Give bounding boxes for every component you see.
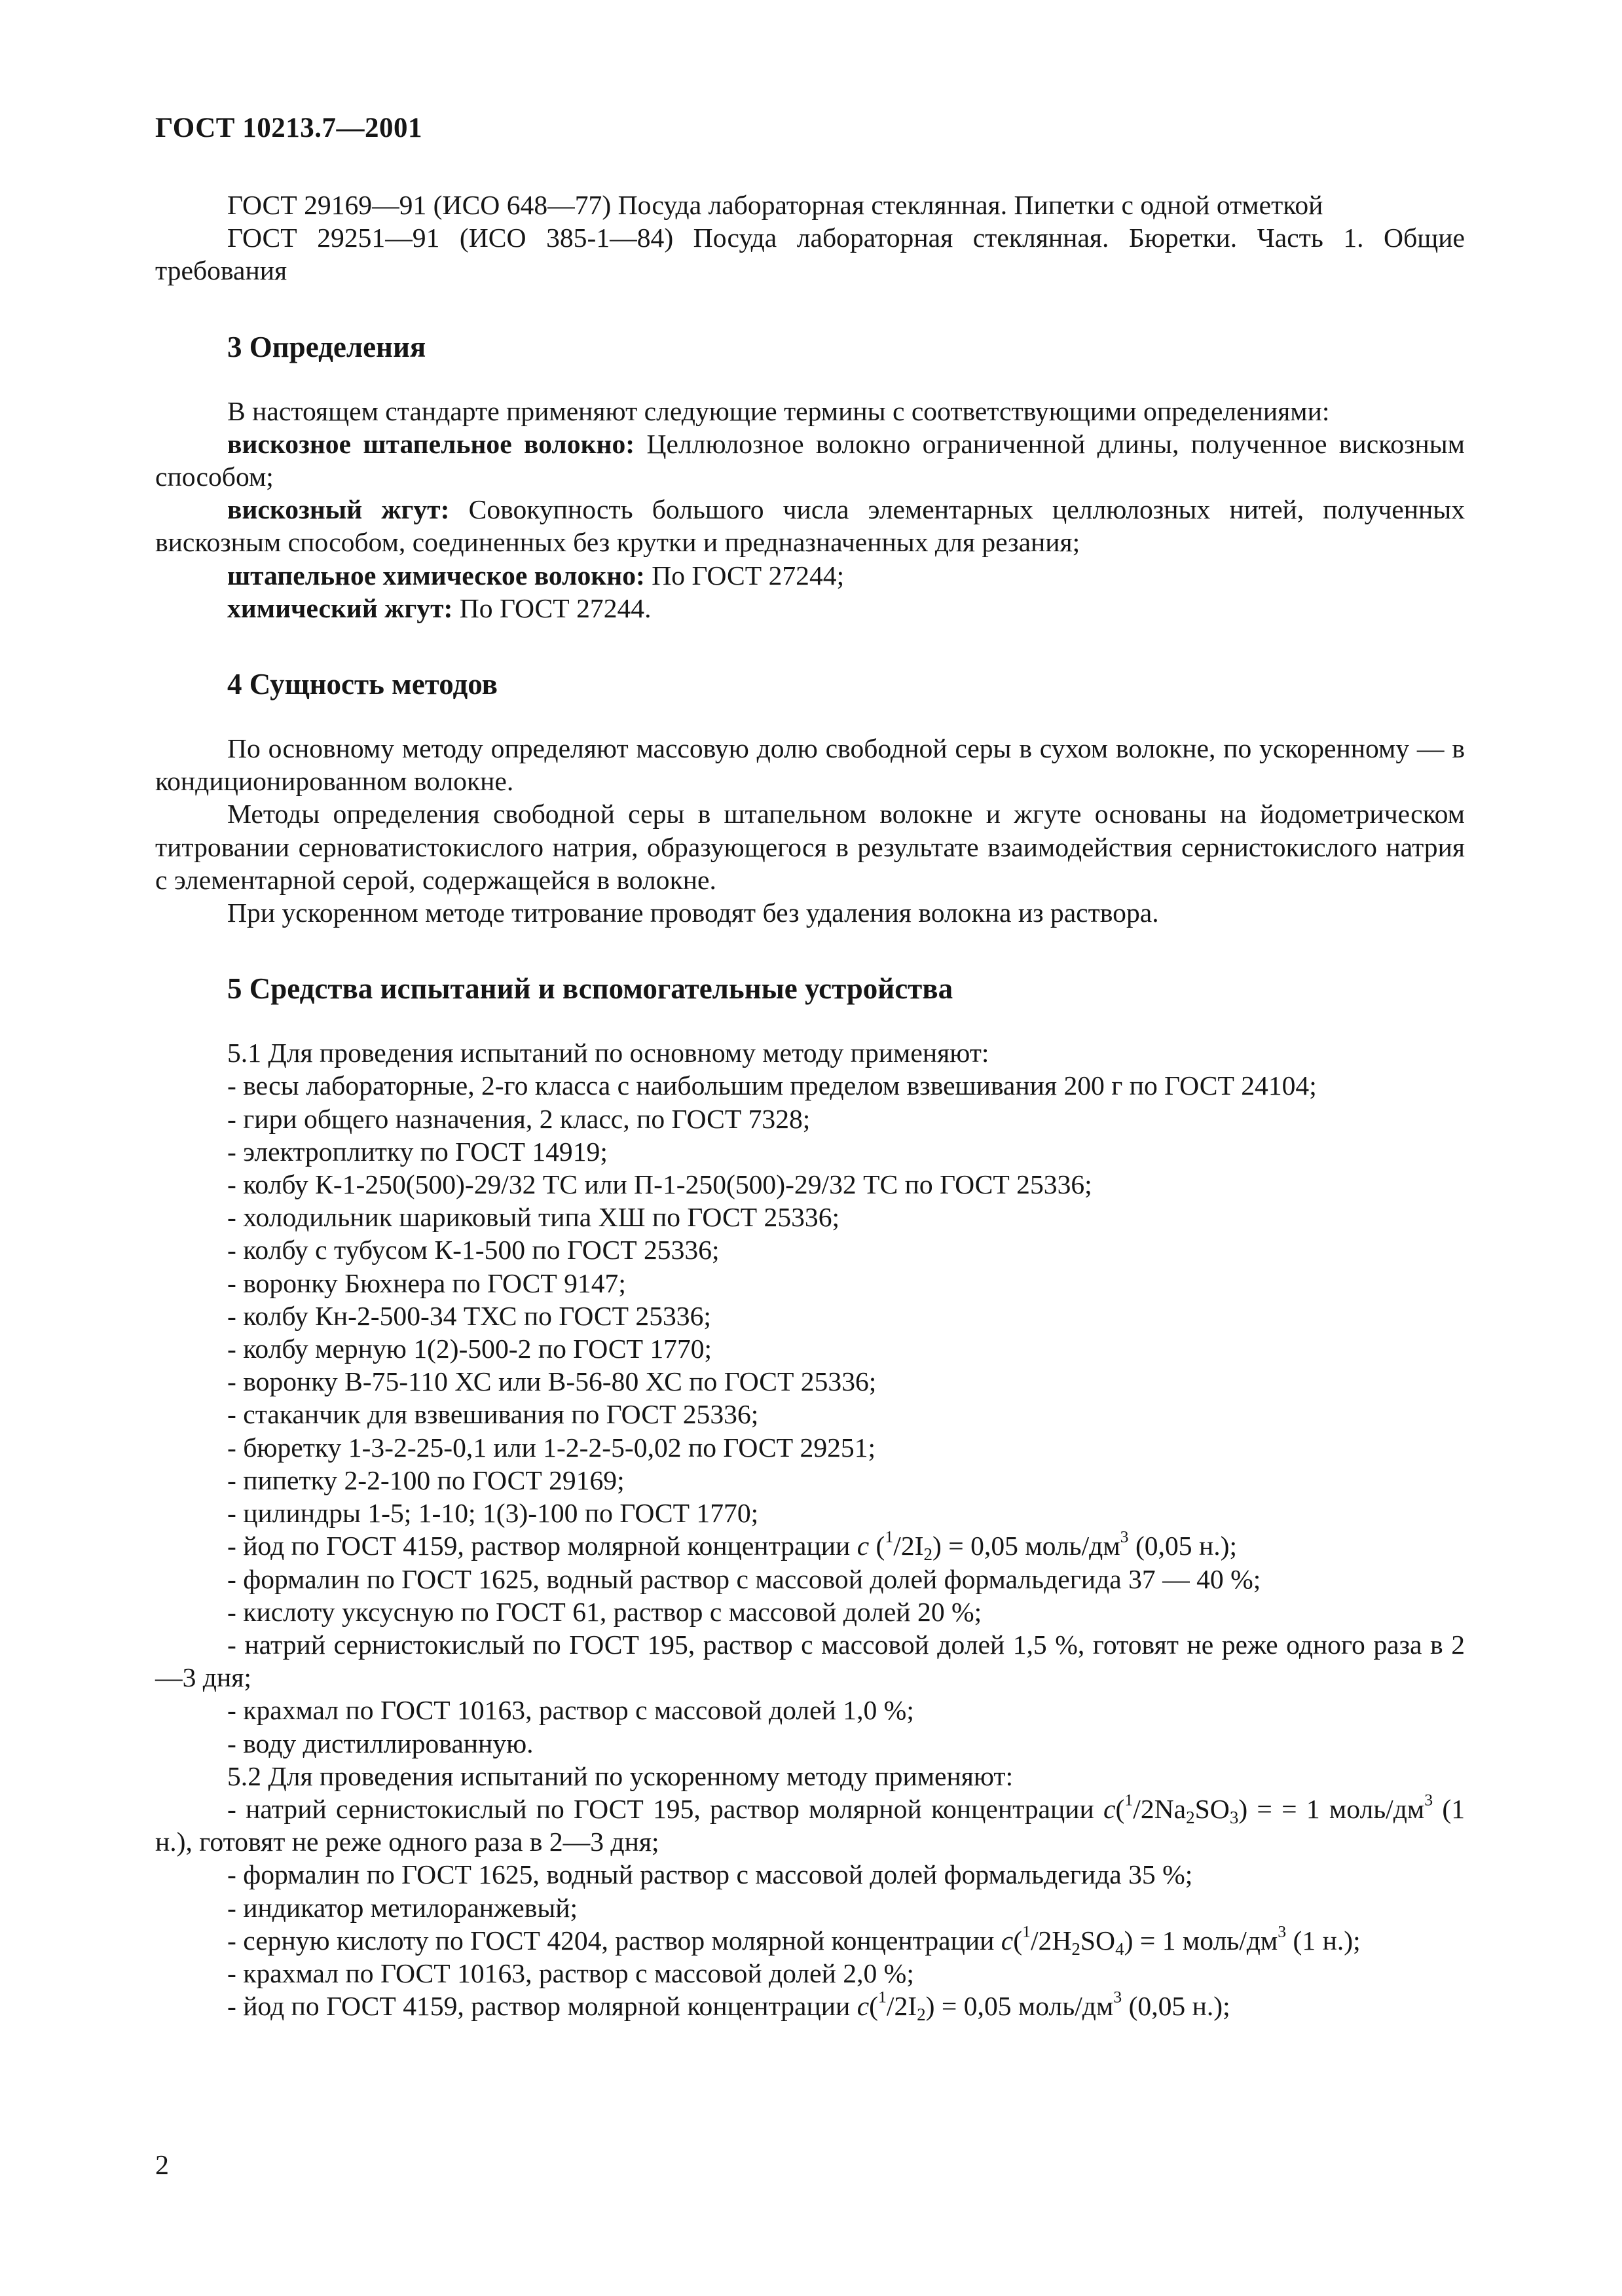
definition-term: химический жгут: — [227, 592, 453, 623]
definition-term: вискозное штапельное волокно: — [227, 428, 635, 459]
definition-item — [155, 559, 1465, 592]
page-number: 2 — [155, 2151, 169, 2181]
list-item: - кислоту уксусную по ГОСТ 61, раствор с массовой долей 20 %; — [227, 1596, 982, 1627]
section-3-intro: В настоящем стандарте применяют следующие термины с соответствующими определениями: — [227, 395, 1330, 426]
section-4-paragraph: По основному методу определяют массовую долю свободной серы в сухом волокне, по ускоренному — в кондиционированном волокне. — [155, 733, 1465, 797]
clause-5-2: 5.2 Для проведения испытаний по ускоренному методу применяют: — [227, 1760, 1014, 1791]
list-item: - формалин по ГОСТ 1625, водный раствор с массовой долей формальдегида 37 — 40 %; — [227, 1563, 1261, 1594]
document-body — [155, 189, 1465, 2025]
section-5-title: 5 Средства испытаний и вспомогательные устройства — [227, 972, 953, 1006]
list-item: - воронку Бюхнера по ГОСТ 9147; — [227, 1267, 626, 1298]
definition-term: штапельное химическое волокно: — [227, 560, 645, 591]
list-item: - стаканчик для взвешивания по ГОСТ 25336; — [227, 1399, 759, 1430]
list-item: - гири общего назначения, 2 класс, по ГОСТ 7328; — [227, 1103, 811, 1134]
list-item: - весы лабораторные, 2-го класса с наибольшим пределом взвешивания 200 г по ГОСТ 24104; — [227, 1070, 1317, 1101]
list-item: - формалин по ГОСТ 1625, водный раствор с массовой долей формальдегида 35 %; — [227, 1859, 1193, 1890]
clause-5-1: 5.1 Для проведения испытаний по основному методу применяют: — [227, 1038, 989, 1068]
section-4-title: 4 Сущность методов — [227, 668, 498, 701]
list-item: - бюретку 1-3-2-25-0,1 или 1-2-2-5-0,02 по ГОСТ 29251; — [227, 1432, 876, 1463]
definition-item — [155, 428, 1465, 493]
list-item: - колбу К-1-250(500)-29/32 ТС или П-1-250(500)-29/32 ТС по ГОСТ 25336; — [227, 1169, 1092, 1200]
reference-gost-29251: ГОСТ 29251—91 (ИСО 385-1—84) Посуда лабораторная стеклянная. Бюретки. Часть 1. Общие требования — [155, 223, 1465, 286]
list-item-iodine: - йод по ГОСТ 4159, раствор молярной концентрации c $(^1/2I_2) = 0,05$ моль/$дм^3$ (0,05 н.); — [227, 1527, 1238, 1565]
list-item-sulfuric-acid: - серную кислоту по ГОСТ 4204, раствор молярной концентрации $c(^1/2H_2SO_4) = 1$ моль/$дм^3$ (1 н.); — [227, 1922, 1361, 1959]
section-4-paragraph: Методы определения свободной серы в штапельном волокне и жгуте основаны на йодометрическом титровании серноватистокислого натрия, образующегося в результате взаимодействия сернистокислого натрия с элементарной серой, содержащейся в волокне. — [155, 799, 1465, 895]
definition-item — [155, 592, 1465, 625]
definition-text: По ГОСТ 27244. — [452, 592, 652, 623]
list-item: - холодильник шариковый типа ХШ по ГОСТ 25336; — [227, 1202, 840, 1233]
list-item: - колбу с тубусом К-1-500 по ГОСТ 25336; — [227, 1235, 720, 1266]
definition-text: Целлюлозное волокно ограниченной длины, полученное вискозным способом; — [155, 428, 1465, 492]
list-item: - крахмал по ГОСТ 10163, раствор с массовой долей 2,0 %; — [227, 1958, 914, 1988]
list-item: - натрий сернистокислый по ГОСТ 195, раствор с массовой долей 1,5 %, готовят не реже одного раза в 2—3 дня; — [155, 1629, 1465, 1693]
definition-item — [155, 493, 1465, 558]
list-item: - пипетку 2-2-100 по ГОСТ 29169; — [227, 1465, 625, 1495]
definition-text: По ГОСТ 27244; — [644, 560, 845, 591]
section-4-paragraph: При ускоренном методе титрование проводят без удаления волокна из раствора. — [227, 898, 1159, 928]
list-item-sodium-sulfite: - натрий сернистокислый по ГОСТ 195, раствор молярной концентрации $c(^1/2Na_2SO_3)$ = = 1 моль/$дм^3$ (1 н.), готовят не реже одного раза в 2—3 дня; — [155, 1790, 1465, 1857]
definition-term: вискозный жгут: — [227, 494, 450, 525]
list-item: - крахмал по ГОСТ 10163, раствор с массовой долей 1,0 %; — [227, 1695, 914, 1726]
list-item: - колбу Кн-2-500-34 ТХС по ГОСТ 25336; — [227, 1300, 711, 1331]
list-item: - индикатор метилоранжевый; — [227, 1892, 578, 1923]
list-item-iodine: - йод по ГОСТ 4159, раствор молярной концентрации $c(^1/2I_2) = 0,05$ моль/$дм^3$ (0,05 н.); — [227, 1987, 1230, 2025]
definition-text: Совокупность большого числа элементарных целлюлозных нитей, полученных вискозным способом, соединенных без крутки и предназначенных для резания; — [155, 494, 1465, 558]
list-item: - цилиндры 1-5; 1-10; 1(3)-100 по ГОСТ 1770; — [227, 1498, 759, 1529]
list-item: - воронку В-75-110 ХС или В-56-80 ХС по ГОСТ 25336; — [227, 1366, 877, 1397]
section-3-title: 3 Определения — [227, 330, 426, 363]
reference-gost-29169: ГОСТ 29169—91 (ИСО 648—77) Посуда лабораторная стеклянная. Пипетки с одной отметкой — [227, 190, 1323, 220]
document-code-header: ГОСТ 10213.7—2001 — [155, 113, 422, 143]
list-item: - электроплитку по ГОСТ 14919; — [227, 1136, 608, 1167]
list-item: - колбу мерную 1(2)-500-2 по ГОСТ 1770; — [227, 1334, 712, 1364]
list-item: - воду дистиллированную. — [227, 1728, 534, 1758]
